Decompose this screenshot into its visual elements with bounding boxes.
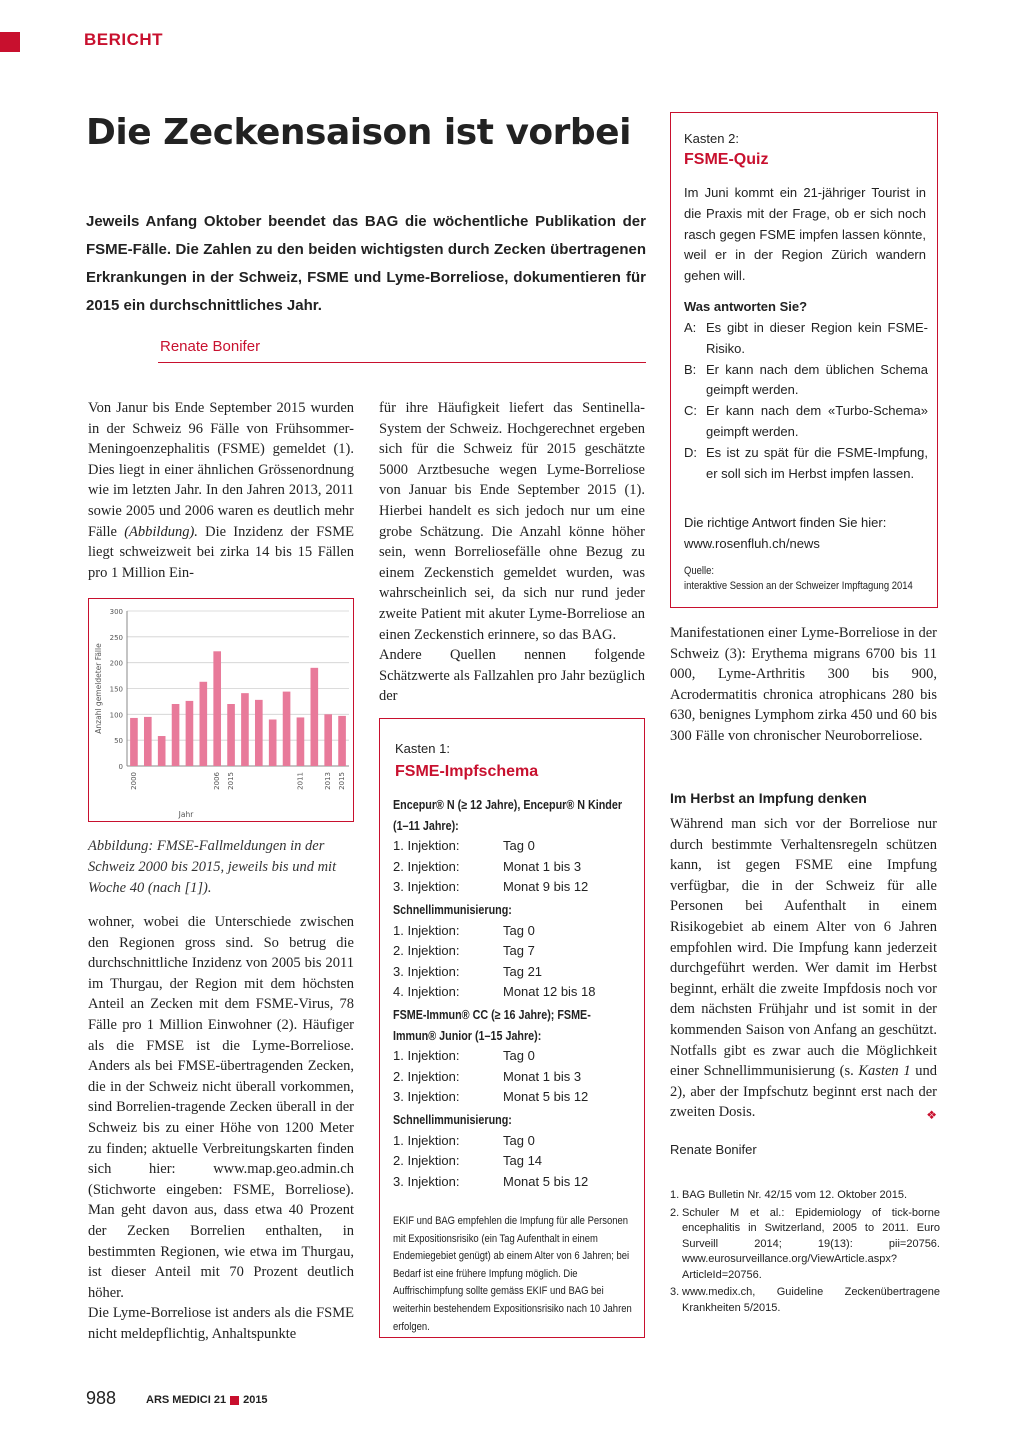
injection-timing: Tag 14 xyxy=(503,1153,543,1169)
bar xyxy=(186,701,194,766)
schedule-row xyxy=(393,1151,633,1172)
reference-item xyxy=(670,1285,940,1316)
y-tick-label: 300 xyxy=(109,608,123,616)
bar xyxy=(172,704,180,766)
bar xyxy=(213,651,221,766)
x-tick-label: 2006 xyxy=(213,772,222,790)
bar xyxy=(324,714,332,766)
reference-list xyxy=(670,1188,940,1318)
injection-label: 1. Injektion: xyxy=(393,1048,460,1064)
quiz-question: Was antworten Sie? xyxy=(684,299,808,314)
box-reference: Kasten 1 xyxy=(858,1063,911,1080)
schedule-row xyxy=(393,982,633,1003)
figure-caption: Abbildung: FMSE-Fallmeldungen in der Schweiz 2000 bis 2015, jeweils bis und mit Woche 40 (nach [1]). xyxy=(88,838,337,896)
subheading: Im Herbst an Impfung denken xyxy=(670,790,867,806)
body-paragraph: Andere Quellen nennen folgende Schätzwerte als Fallzahlen pro Jahr bezüglich der xyxy=(379,647,645,705)
x-tick-label: 2015 xyxy=(338,772,347,790)
injection-timing: Tag 21 xyxy=(503,963,543,979)
schedule-heading: FSME-Immun® CC (≥ 16 Jahre); FSME-Immun® Junior (1–15 Jahre): xyxy=(393,1007,591,1043)
schedule-row xyxy=(393,877,633,898)
journal-name: ARS MEDICI 21 xyxy=(146,1394,227,1406)
schedule-row xyxy=(393,1172,633,1193)
signature: Renate Bonifer xyxy=(670,1142,757,1157)
quiz-option xyxy=(684,360,928,402)
injection-label: 2. Injektion: xyxy=(393,858,460,874)
y-tick-label: 150 xyxy=(109,685,123,694)
journal-info xyxy=(146,1394,268,1406)
injection-timing: Monat 5 bis 12 xyxy=(503,1089,589,1105)
x-tick-label: 2013 xyxy=(324,772,333,790)
quiz-option-text: Es ist zu spät für die FSME-Impfung, er soll sich im Herbst impfen lassen. xyxy=(706,444,928,481)
bar xyxy=(269,720,277,767)
author-divider xyxy=(158,362,646,363)
schedule-row xyxy=(393,1067,633,1088)
injection-timing: Tag 0 xyxy=(503,1132,535,1148)
box-title: FSME-Quiz xyxy=(684,151,769,168)
box-note: EKIF und BAG empfehlen die Impfung für alle Personen mit Expositionsrisiko (ein Tag Aufenthalt in einem Endemiegebiet genügt) ab einem Alter von 6 Jahren; bei Bedarf ist eine frühere Impfung möglich. Die Auffrischimpfung sollte gemäss EKIF und BAG bei weiterhin bestehendem Expositionsrisiko nach 10 Jahren erfolgen. xyxy=(393,1215,632,1333)
box-vaccination-schedule xyxy=(379,718,645,1338)
schedule-heading: Encepur® N (≥ 12 Jahre), Encepur® N Kinder (1–11 Jahre): xyxy=(393,798,623,833)
reference-item xyxy=(670,1188,940,1204)
injection-label: 2. Injektion: xyxy=(393,1153,460,1169)
injection-timing: Monat 5 bis 12 xyxy=(503,1173,589,1189)
y-tick-label: 250 xyxy=(109,633,123,642)
reference-text: www.medix.ch, Guideline Zeckenübertragene Krankheiten 5/2015. xyxy=(682,1286,940,1314)
injection-timing: Monat 1 bis 3 xyxy=(503,1068,582,1084)
bar xyxy=(310,668,318,766)
injection-label: 3. Injektion: xyxy=(393,1173,460,1189)
injection-label: 3. Injektion: xyxy=(393,1089,460,1105)
box-label: Kasten 2: xyxy=(684,131,739,146)
page-number: 988 xyxy=(86,1388,117,1408)
injection-timing: Monat 12 bis 18 xyxy=(503,984,596,1000)
quiz-option-text: Er kann nach dem «Turbo-Schema» geimpft werden. xyxy=(706,403,928,439)
quiz-answer-link[interactable]: www.rosenfluh.ch/news xyxy=(684,536,820,551)
injection-timing: Tag 0 xyxy=(503,1048,535,1064)
quiz-option-letter: B: xyxy=(684,361,697,377)
quiz-option-text: Es gibt in dieser Region kein FSME-Risiko. xyxy=(706,320,928,356)
quiz-option-letter: A: xyxy=(684,320,697,335)
quiz-source-label: Quelle: xyxy=(684,565,714,577)
injection-timing: Tag 0 xyxy=(503,838,535,854)
bar xyxy=(227,704,235,766)
injection-label: 2. Injektion: xyxy=(393,1068,460,1084)
body-column-3 xyxy=(670,623,937,747)
quiz-source: interaktive Session an der Schweizer Impftagung 2014 xyxy=(684,580,913,592)
schedule-heading: Schnellimmunisierung: xyxy=(393,1112,512,1127)
quiz-option xyxy=(684,401,928,443)
reference-number: 1. xyxy=(670,1189,680,1201)
x-axis-label: Jahr xyxy=(178,810,194,819)
quiz-options xyxy=(684,318,928,484)
body-paragraph: Während man sich vor der Borreliose nur durch bestimmte Verhaltensregeln schützen kann, ist gegen FSME eine Impfung verfügbar, die in der Schweiz für alle Personen bei Aufenthalt in einem Risikogebiet ab einem Alter von 6 Jahren empfohlen wird. Die Impfung kann jederzeit durchgeführt werden. Wer damit im Herbst beginnt, erhält die zweite Impfdosis noch vor dem nächsten Frühjahr und ist somit in der kommenden Saison von Anfang an geschützt. Notfalls gibt es zwar auch die Möglichkeit einer Schnellimmunisierung (s. Kasten 1 und 2), aber der Impfschutz beginnt erst nach der zweiten Dosis. ❖ xyxy=(670,814,937,1123)
article-author: Renate Bonifer xyxy=(160,338,261,355)
body-paragraph: wohner, wobei die Unterschiede zwischen den Regionen gross sind. So betrug die durchschnittliche Inzidenz von 2005 bis 2011 im Thurgau, der Region mit dem höchsten Anteil an Zecken mit dem FSME-Virus, 78 Fälle pro 1 Million Einwohner (2). Häufiger als die FMSE ist die Lyme-Borreliose. Anders als bei FMSE-übertragenden Zecken, die in der Schweiz nicht überall vorkommen, sind Borrelien-tragende Zecken überall in der Schweiz bis zu einer Höhe von 1200 Meter zu finden; aktuelle Verbreitungskarten finden sich hier: www.map.geo.admin.ch (Stichworte eingeben: FSME, Borreliose). Man geht davon aus, dass etwa 40 Prozent der Zecken Borrelien enthalten, in bestimmten Regionen, wie etwa im Thurgau, ist dieser Anteil mit 70 Prozent deutlich höher. xyxy=(88,914,354,1301)
bar-chart xyxy=(89,599,353,821)
y-tick-label: 100 xyxy=(109,711,123,720)
quiz-option xyxy=(684,318,928,360)
reference-item xyxy=(670,1206,940,1284)
x-tick-label: 2011 xyxy=(296,772,305,790)
reference-number: 3. xyxy=(670,1286,680,1298)
bar xyxy=(241,693,249,766)
reference-text: Schuler M et al.: Epidemiology of tick-borne encephalitis in Switzerland, 2005 to 2011. Euro Surveill 2014; 19(13): pii=20756. www.eurosurveillance.org/ViewArticle.aspx?ArticleId=20756. xyxy=(682,1206,940,1281)
schedule-row xyxy=(393,1087,633,1108)
section-marker xyxy=(0,32,20,52)
schedule-row xyxy=(393,1131,633,1152)
schedule-list xyxy=(393,795,633,1192)
y-tick-label: 200 xyxy=(109,659,123,668)
body-paragraph: Manifestationen einer Lyme-Borreliose in der Schweiz (3): Erythema migrans 6700 bis 11 000, Lyme-Arthritis 300 bis 900, Acrodermatitis chronica atrophicans 280 bis 630, benignes Lymphom zirka 450 und 60 bis 300 Fälle von chronischer Neuroborreliose. xyxy=(670,625,937,744)
injection-timing: Monat 1 bis 3 xyxy=(503,858,582,874)
body-column-2 xyxy=(379,398,645,707)
y-axis-label: Anzahl gemeldeter Fälle xyxy=(94,643,103,734)
injection-timing: Tag 0 xyxy=(503,922,535,938)
body-column-3-continued xyxy=(670,814,937,1126)
injection-timing: Tag 7 xyxy=(503,943,535,959)
journal-year: 2015 xyxy=(243,1394,268,1406)
quiz-answer-text: Die richtige Antwort finden Sie hier: xyxy=(684,515,887,530)
quiz-option-letter: C: xyxy=(684,403,697,419)
schedule-heading: Schnellimmunisierung: xyxy=(393,902,512,917)
bar xyxy=(158,736,166,766)
box-label: Kasten 1: xyxy=(395,741,450,756)
injection-label: 1. Injektion: xyxy=(393,1132,460,1148)
schedule-row xyxy=(393,941,633,962)
bar xyxy=(255,700,263,766)
article-title: Die Zeckensaison ist vorbei xyxy=(86,112,631,153)
x-tick-label: 2015 xyxy=(227,772,236,790)
quiz-option-text: Er kann nach dem üblichen Schema geimpft werden. xyxy=(706,361,928,398)
injection-label: 3. Injektion: xyxy=(393,879,460,895)
injection-label: 1. Injektion: xyxy=(393,838,460,854)
injection-label: 2. Injektion: xyxy=(393,943,460,959)
bar xyxy=(130,718,138,766)
section-label: BERICHT xyxy=(84,30,164,49)
quiz-option-letter: D: xyxy=(684,444,697,460)
y-tick-label: 50 xyxy=(114,737,123,746)
article-lead: Jeweils Anfang Oktober beendet das BAG die wöchentliche Publikation der FSME-Fälle. Die Zahlen zu den beiden wichtigsten durch Zecken übertragenen Erkrankungen in der Schweiz, FSME und Lyme-Borreliose, dokumentieren für 2015 ein durchschnittliches Jahr. xyxy=(86,213,646,314)
body-paragraph: für ihre Häufigkeit liefert das Sentinella-System der Schweiz. Hochgerechnet ergeben sich für die Schweiz für 2015 geschätzte 5000 Arztbesuche wegen Lyme-Borreliose von Januar bis Ende September 2015 (1). Hierbei handelt es sich jedoch nur um eine grobe Schätzung. Die Anzahl könne höher sein, wenn Borreliosefälle ohne Bezug zu einem Zeckenstich gemeldet wurden, was wahrscheinlich sei, da sich nur rund jeder zweite Patient mit akuter Lyme-Borreliose an einen Zeckenstich erinnere, so das BAG. xyxy=(379,400,645,643)
quiz-intro: Im Juni kommt ein 21-jähriger Tourist in die Praxis mit der Frage, ob er sich noch rasch gegen FSME impfen lassen könnte, weil er in der Region Zürich wandern gehen will. xyxy=(684,185,926,284)
injection-timing: Monat 9 bis 12 xyxy=(503,879,589,895)
figure-frame xyxy=(88,598,354,822)
bar xyxy=(199,682,207,766)
box-quiz xyxy=(670,112,938,608)
schedule-row xyxy=(393,1046,633,1067)
reference-text: BAG Bulletin Nr. 42/15 vom 12. Oktober 2015. xyxy=(682,1189,908,1201)
schedule-row xyxy=(393,857,633,878)
bar xyxy=(338,716,346,766)
bar xyxy=(144,717,152,766)
end-of-article-mark: ❖ xyxy=(926,1108,937,1123)
x-tick-label: 2000 xyxy=(129,772,138,790)
footer-marker xyxy=(230,1396,239,1405)
schedule-row xyxy=(393,836,633,857)
body-column-1-continued xyxy=(88,912,354,1344)
injection-label: 4. Injektion: xyxy=(393,984,460,1000)
body-paragraph: Die Lyme-Borreliose ist anders als die FSME nicht meldepflichtig, Anhaltspunkte xyxy=(88,1305,354,1342)
quiz-option xyxy=(684,443,928,485)
schedule-row xyxy=(393,921,633,942)
y-tick-label: 0 xyxy=(118,763,123,771)
figure-reference: (Abbildung). xyxy=(124,523,198,540)
body-paragraph: Von Janur bis Ende September 2015 wurden in der Schweiz 96 Fälle von Frühsommer-Meningoenzephalitis (FSME) gemeldet (1). Dies liegt in einer ähnlichen Grössenordnung wie im letzten Jahr. In den Jahren 2013, 2011 sowie 2005 und 2006 waren es deutlich mehr Fälle (Abbildung). Die Inzidenz der FSME liegt schweizweit bei zirka 14 bis 15 Fällen pro 1 Million Ein- xyxy=(88,400,355,581)
injection-label: 3. Injektion: xyxy=(393,963,460,979)
body-column-1 xyxy=(88,398,354,583)
reference-number: 2. xyxy=(670,1206,680,1219)
bar xyxy=(283,692,291,766)
schedule-row xyxy=(393,962,633,983)
bar xyxy=(297,717,305,766)
box-title: FSME-Impfschema xyxy=(395,763,539,780)
injection-label: 1. Injektion: xyxy=(393,922,460,938)
